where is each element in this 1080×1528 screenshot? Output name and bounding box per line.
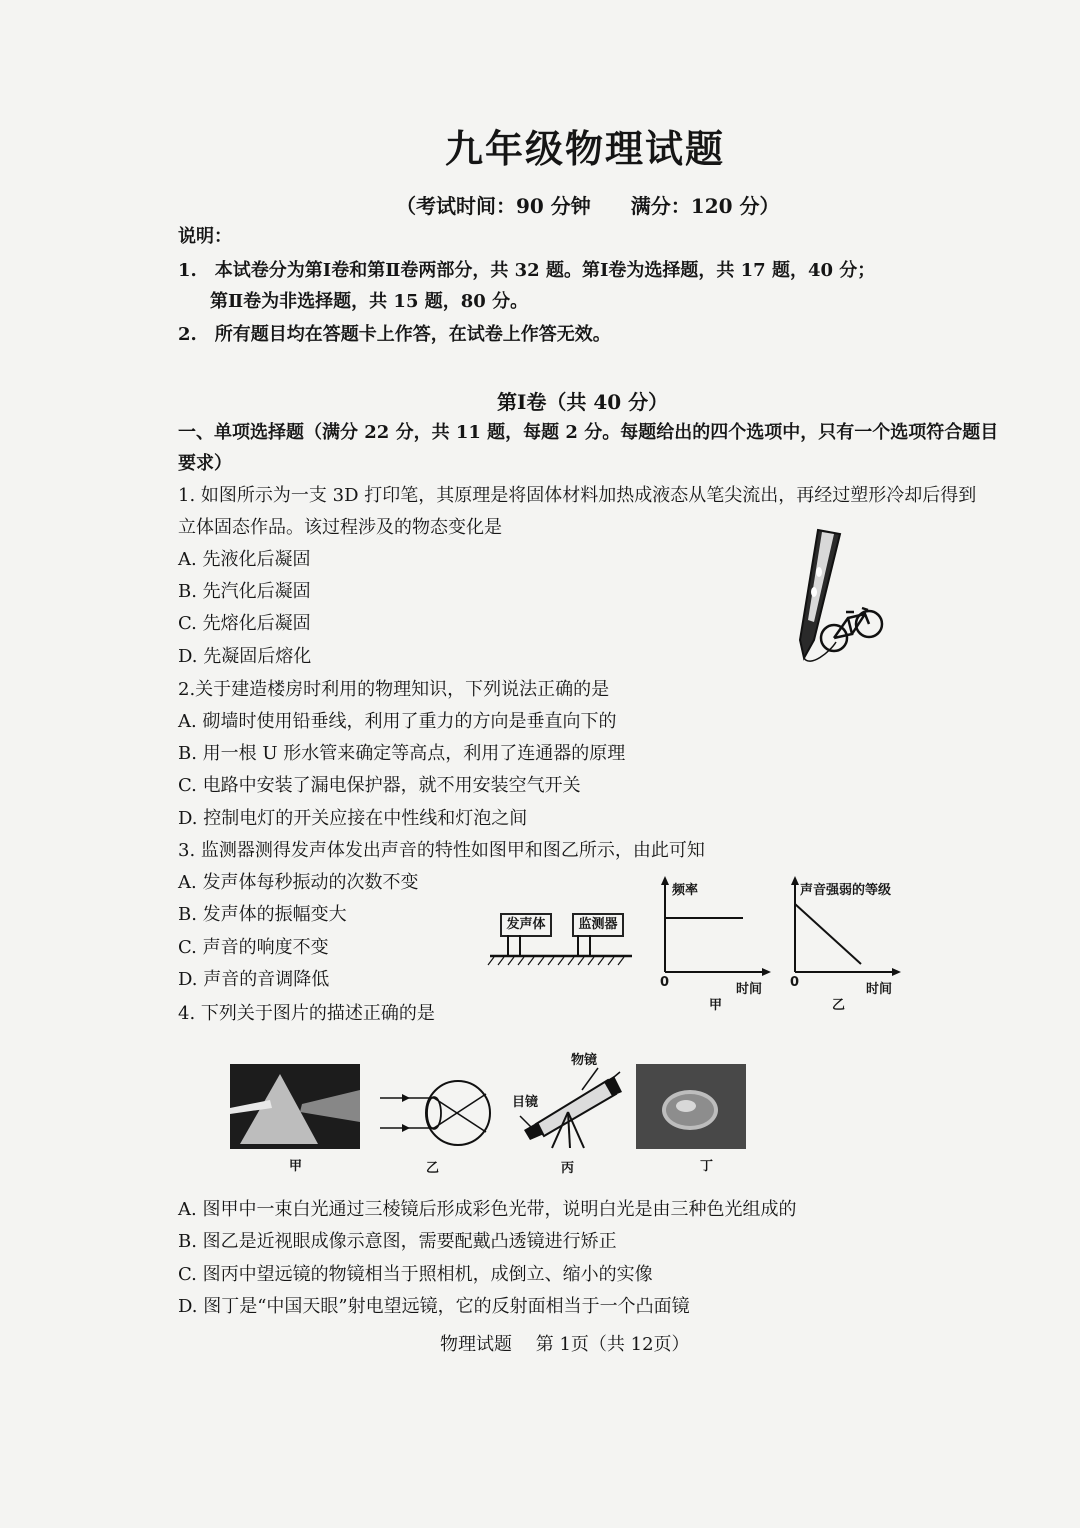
3d-pen-illustration [770, 522, 890, 672]
q4-option-b: B. 图乙是近视眼成像示意图，需要配戴凸透镜进行矫正 [178, 1231, 617, 1252]
eye-diagram [380, 1076, 500, 1151]
ground-diagram [486, 935, 636, 969]
chart-b-origin: 0 [790, 975, 800, 990]
q4-caption-b: 乙 [426, 1161, 440, 1176]
instruction-2: 2. 所有题目均在答题卡上作答，在试卷上作答无效。 [178, 324, 611, 345]
prism-photo [230, 1064, 360, 1149]
chart-a-xlabel: 时间 [736, 982, 763, 997]
q3-option-c: C. 声音的响度不变 [178, 937, 329, 958]
objective-label: 物镜 [571, 1053, 598, 1068]
instruction-1-line1: 1. 本试卷分为第Ⅰ卷和第Ⅱ卷两部分，共 32 题。第Ⅰ卷为选择题，共 17 题，40 分； [178, 260, 876, 281]
q3-option-a: A. 发声体每秒振动的次数不变 [178, 872, 419, 893]
q3-option-d: D. 声音的音调降低 [178, 969, 330, 990]
q1-stem-line1: 1. 如图所示为一支 3D 打印笔，其原理是将固体材料加热成液态从笔尖流出，再经过塑形冷却后得到 [178, 485, 977, 506]
sound-source-box: 发声体 [500, 913, 552, 937]
q2-option-d: D. 控制电灯的开关应接在中性线和灯泡之间 [178, 808, 528, 829]
chart-b-ylabel: 声音强弱的等级 [800, 883, 892, 898]
monitor-box: 监测器 [572, 913, 624, 937]
q4-option-c: C. 图丙中望远镜的物镜相当于照相机，成倒立、缩小的实像 [178, 1264, 653, 1285]
q2-option-c: C. 电路中安装了漏电保护器，就不用安装空气开关 [178, 775, 581, 796]
loudness-line [795, 904, 861, 964]
q4-caption-a: 甲 [289, 1159, 303, 1174]
chart-b-xlabel: 时间 [866, 982, 893, 997]
chart-a-origin: 0 [660, 975, 670, 990]
q1-stem-line2: 立体固态作品。该过程涉及的物态变化是 [178, 517, 502, 538]
q4-option-a: A. 图甲中一束白光通过三棱镜后形成彩色光带，说明白光是由三种色光组成的 [178, 1199, 797, 1220]
q1-option-c: C. 先熔化后凝固 [178, 613, 311, 634]
q1-option-b: B. 先汽化后凝固 [178, 581, 311, 602]
chart-a-ylabel: 频率 [672, 883, 699, 898]
eyepiece-label: 目镜 [512, 1095, 539, 1110]
fast-telescope-photo [636, 1064, 746, 1149]
q2-option-b: B. 用一根 U 形水管来确定等高点，利用了连通器的原理 [178, 743, 626, 764]
q1-option-d: D. 先凝固后熔化 [178, 646, 312, 667]
q4-caption-c: 丙 [561, 1161, 575, 1176]
q4-stem: 4. 下列关于图片的描述正确的是 [178, 1003, 435, 1024]
chart-b-caption: 乙 [832, 998, 846, 1013]
q2-option-a: A. 砌墙时使用铅垂线，利用了重力的方向是垂直向下的 [178, 711, 617, 732]
telescope-illustration [512, 1064, 627, 1149]
section1-line2: 要求） [178, 453, 232, 474]
part1-heading: 第Ⅰ卷（共 40 分） [497, 390, 669, 414]
section1-line1: 一、单项选择题（满分 22 分，共 11 题，每题 2 分。每题给出的四个选项中，只有一个选项符合题目 [178, 422, 999, 443]
q4-option-d: D. 图丁是“中国天眼”射电望远镜，它的反射面相当于一个凸面镜 [178, 1296, 690, 1317]
q2-stem: 2.关于建造楼房时利用的物理知识，下列说法正确的是 [178, 679, 610, 700]
chart-a-caption: 甲 [709, 998, 723, 1013]
exam-info: （考试时间：90 分钟 满分：120 分） [396, 194, 780, 218]
q4-caption-d: 丁 [700, 1159, 714, 1174]
q3-stem: 3. 监测器测得发声体发出声音的特性如图甲和图乙所示，由此可知 [178, 840, 705, 861]
instructions-heading: 说明： [178, 226, 232, 247]
page-footer: 物理试题 第 1页（共 12页） [440, 1334, 690, 1355]
q3-option-b: B. 发声体的振幅变大 [178, 904, 347, 925]
instruction-1-line2: 第Ⅱ卷为非选择题，共 15 题，80 分。 [210, 291, 529, 312]
page-title: 九年级物理试题 [445, 126, 726, 171]
q1-option-a: A. 先液化后凝固 [178, 549, 311, 570]
